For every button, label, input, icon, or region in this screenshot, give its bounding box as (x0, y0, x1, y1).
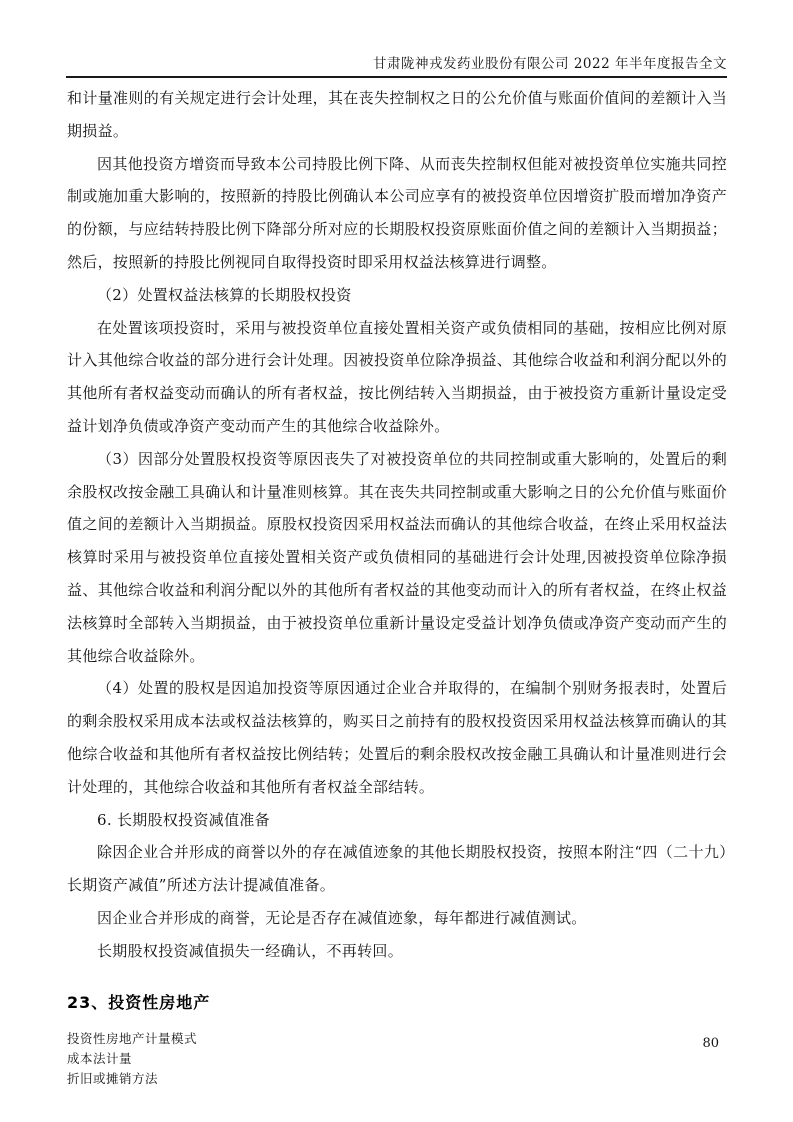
report-title: 甘肃陇神戎发药业股份有限公司 2022 年半年度报告全文 (373, 56, 727, 72)
paragraph: 因企业合并形成的商誉，无论是否存在减值迹象，每年都进行减值测试。 (97, 908, 587, 927)
investment-property-details (67, 1029, 727, 1089)
paragraph: 除因企业合并形成的商誉以外的存在减值迹象的其他长期股权投资，按照本附注“四（二十九）长期资产减值”所述方法计提减值准备。 (67, 843, 727, 895)
paragraph: 在处置该项投资时，采用与被投资单位直接处置相关资产或负债相同的基础，按相应比例对原计入其他综合收益的部分进行会计处理。因被投资单位除净损益、其他综合收益和利润分配以外的其他所有者权益变动而确认的所有者权益，按比例结转入当期损益，由于被投资方重新计量设定受益计划净负债或净资产变动而产生的其他综合收益除外。 (67, 318, 727, 435)
paragraph: 长期股权投资减值损失一经确认，不再转回。 (97, 941, 404, 960)
paragraph-subheading-6: 6. 长期股权投资减值准备 (97, 810, 270, 829)
depreciation-method-line: 折旧或摊销方法 (67, 1070, 159, 1086)
page-number: 80 (702, 1036, 719, 1051)
page-header (66, 0, 727, 78)
page-content (67, 82, 727, 1089)
paragraph-subheading-2: （2）处置权益法核算的长期股权投资 (97, 285, 352, 304)
paragraph: 因其他投资方增资而导致本公司持股比例下降、从而丧失控制权但能对被投资单位实施共同控制或施加重大影响的，按照新的持股比例确认本公司应享有的被投资单位因增资扩股而增加净资产的份额，与应结转持股比例下降部分所对应的长期股权投资原账面价值之间的差额计入当期损益；然后，按照新的持股比例视同自取得投资时即采用权益法核算进行调整。 (67, 154, 727, 271)
section-heading-investment-property: 23、投资性房地产 (67, 992, 211, 1012)
paragraph: （4）处置的股权是因追加投资等原因通过企业合并取得的，在编制个别财务报表时，处置后的剩余股权采用成本法或权益法核算的，购买日之前持有的股权投资因采用权益法核算而确认的其他综合收益和其他所有者权益按比例结转；处置后的剩余股权改按金融工具确认和计量准则进行会计处理的，其他综合收益和其他所有者权益全部结转。 (67, 679, 727, 796)
paragraph: 和计量准则的有关规定进行会计处理，其在丧失控制权之日的公允价值与账面价值间的差额计入当期损益。 (67, 89, 727, 140)
measurement-model-line: 投资性房地产计量模式 (67, 1030, 198, 1046)
paragraph: （3）因部分处置股权投资等原因丧失了对被投资单位的共同控制或重大影响的，处置后的剩余股权改按金融工具确认和计量准则核算。其在丧失共同控制或重大影响之日的公允价值与账面价值之间的差额计入当期损益。原股权投资因采用权益法而确认的其他综合收益，在终止采用权益法核算时采用与被投资单位直接处置相关资产或负债相同的基础进行会计处理,因被投资单位除净损益、其他综合收益和利润分配以外的其他所有者权益的其他变动而计入的所有者权益，在终止权益法核算时全部转入当期损益，由于被投资单位重新计量设定受益计划净负债或净资产变动而产生的其他综合收益除外。 (67, 449, 727, 665)
cost-method-line: 成本法计量 (67, 1050, 133, 1066)
